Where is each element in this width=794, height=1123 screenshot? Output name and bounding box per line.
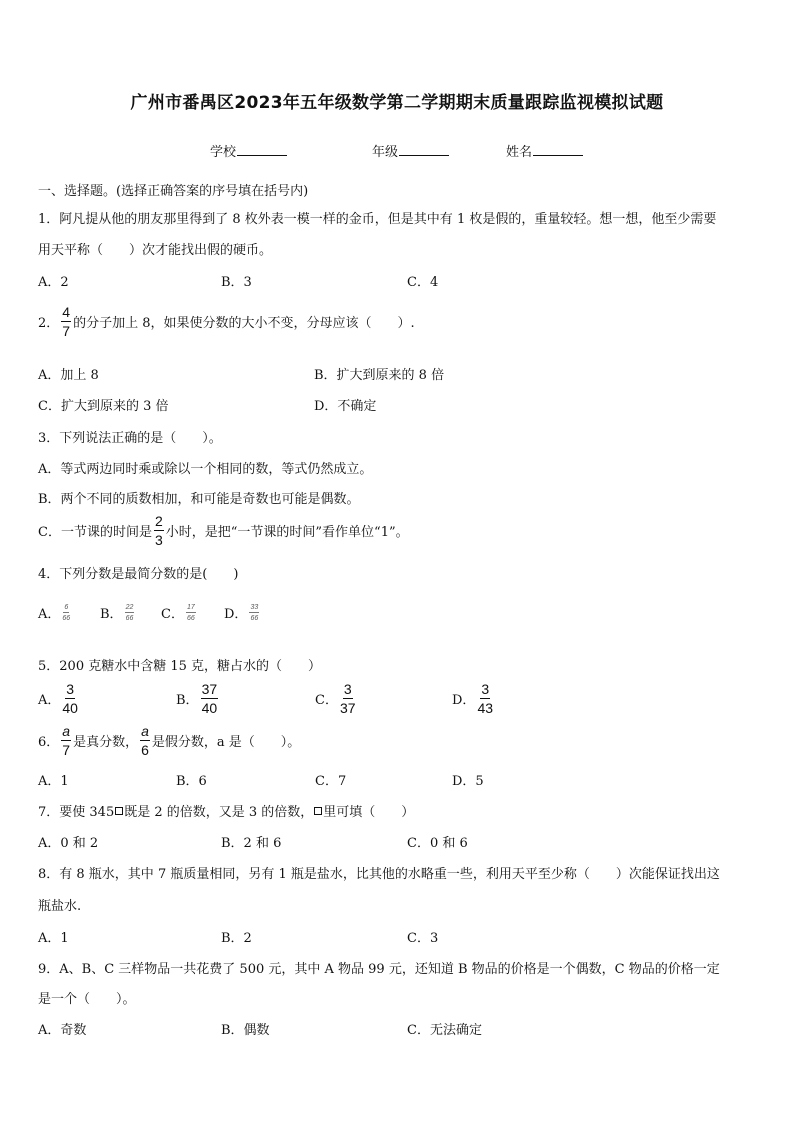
q4-option-a bbox=[38, 603, 72, 622]
q1-stem-line1: 1．阿凡提从他的朋友那里得到了 8 枚外表一模一样的金币，但是其中有 1 枚是假的，重量较轻。想一想，他至少需要 bbox=[38, 212, 717, 227]
school-blank bbox=[237, 143, 287, 156]
q3-option-c-pre: C．一节课的时间是 bbox=[38, 525, 152, 540]
q1-stem-line2: 用天平称（ ）次才能找出假的硬币。 bbox=[38, 243, 273, 258]
q5-option-a bbox=[38, 682, 80, 715]
q2-fraction-numerator: 4 bbox=[62, 304, 71, 320]
q2-option-c: C．扩大到原来的 3 倍 bbox=[38, 399, 169, 414]
q4-option-b bbox=[100, 603, 136, 622]
q8-option-c: C．3 bbox=[407, 931, 439, 946]
q9-option-b: B．偶数 bbox=[221, 1023, 270, 1038]
q4-option-a-label: A． bbox=[38, 607, 61, 622]
q6-option-a: A．1 bbox=[38, 774, 69, 789]
q1-option-c: C．4 bbox=[407, 275, 439, 290]
q3-option-b: B．两个不同的质数相加，和可能是奇数也可能是偶数。 bbox=[38, 492, 360, 507]
q4-option-d-denominator: 66 bbox=[250, 614, 259, 622]
q6-number: 6． bbox=[38, 735, 60, 750]
q4-option-c-label: C． bbox=[161, 607, 184, 622]
q7-stem bbox=[38, 801, 414, 820]
q3-option-a: A．等式两边同时乘或除以一个相同的数，等式仍然成立。 bbox=[38, 462, 373, 477]
q4-option-b-denominator: 66 bbox=[125, 614, 134, 622]
grade-field bbox=[372, 141, 449, 160]
q8-stem-line1: 8．有 8 瓶水，其中 7 瓶质量相同，另有 1 瓶是盐水，比其他的水略重一些，利用天平至少称（ ）次能保证找出这 bbox=[38, 867, 720, 882]
q4-option-c-denominator: 66 bbox=[186, 614, 195, 622]
q1-option-b: B．3 bbox=[221, 275, 252, 290]
q6-stem bbox=[38, 724, 300, 757]
q3-stem: 3．下列说法正确的是（ ）。 bbox=[38, 431, 222, 446]
q7-option-c: C．0 和 6 bbox=[407, 836, 468, 851]
q4-option-c-numerator: 17 bbox=[186, 603, 195, 611]
q9-option-a: A．奇数 bbox=[38, 1023, 87, 1038]
q5-stem: 5．200 克糖水中含糖 15 克，糖占水的（ ） bbox=[38, 659, 322, 674]
page-title: 广州市番禺区2023年五年级数学第二学期期末质量跟踪监视模拟试题 bbox=[130, 93, 664, 113]
grade-label: 年级 bbox=[372, 145, 399, 160]
q6-option-b: B．6 bbox=[176, 774, 207, 789]
blank-box-icon bbox=[115, 807, 123, 815]
q6-fraction-2-denominator: 6 bbox=[141, 742, 149, 758]
q2-stem bbox=[38, 305, 415, 338]
q9-option-c: C．无法确定 bbox=[407, 1023, 482, 1038]
grade-blank bbox=[399, 143, 449, 156]
q4-option-d bbox=[224, 603, 261, 622]
q5-option-a-label: A． bbox=[38, 693, 61, 708]
blank-box-icon bbox=[314, 807, 322, 815]
q6-option-d: D．5 bbox=[452, 774, 484, 789]
q4-option-a-numerator: 6 bbox=[64, 603, 69, 611]
q9-stem-line1: 9．A、B、C 三样物品一共花费了 500 元，其中 A 物品 99 元，还知道 B 物品的价格是一个偶数，C 物品的价格一定 bbox=[38, 962, 720, 977]
q4-option-d-fraction bbox=[249, 604, 259, 622]
q5-option-b-label: B． bbox=[176, 693, 199, 708]
q7-text-pre: 7．要使 345 bbox=[38, 805, 115, 820]
q4-option-b-fraction bbox=[125, 604, 135, 622]
q5-option-b-fraction bbox=[201, 682, 219, 715]
q2-option-b: B．扩大到原来的 8 倍 bbox=[314, 368, 445, 383]
q4-option-d-label: D． bbox=[224, 607, 248, 622]
q5-option-c-label: C． bbox=[315, 693, 338, 708]
q8-option-a: A．1 bbox=[38, 931, 69, 946]
q5-option-d bbox=[452, 682, 495, 715]
q5-option-a-denominator: 40 bbox=[62, 700, 78, 716]
q5-option-d-denominator: 43 bbox=[477, 700, 494, 716]
q2-option-a: A．加上 8 bbox=[38, 368, 99, 383]
q5-option-d-numerator: 3 bbox=[481, 681, 490, 697]
q3-fraction bbox=[154, 514, 164, 547]
q5-option-b-denominator: 40 bbox=[201, 700, 218, 716]
q6-fraction-1 bbox=[61, 724, 71, 757]
q9-stem-line2: 是一个（ ）。 bbox=[38, 992, 136, 1007]
q7-option-a: A．0 和 2 bbox=[38, 836, 99, 851]
q2-option-d: D．不确定 bbox=[314, 399, 377, 414]
q3-option-c-post: 小时，是把“一节课的时间”看作单位“1”。 bbox=[165, 525, 409, 540]
name-field bbox=[506, 141, 583, 160]
name-blank bbox=[533, 143, 583, 156]
q5-option-b-numerator: 37 bbox=[201, 681, 218, 697]
q4-option-a-denominator: 66 bbox=[62, 614, 71, 622]
q5-option-d-label: D． bbox=[452, 693, 476, 708]
q6-option-c: C．7 bbox=[315, 774, 347, 789]
q3-option-c bbox=[38, 514, 409, 547]
q4-option-c-fraction bbox=[186, 604, 196, 622]
q5-option-a-numerator: 3 bbox=[66, 681, 75, 697]
q8-option-b: B．2 bbox=[221, 931, 252, 946]
q4-option-b-label: B． bbox=[100, 607, 123, 622]
q2-fraction-denominator: 7 bbox=[62, 323, 71, 339]
q4-stem: 4．下列分数是最简分数的是( ) bbox=[38, 567, 239, 582]
q2-fraction bbox=[61, 305, 71, 338]
q8-stem-line2: 瓶盐水. bbox=[38, 899, 82, 914]
q7-text-post: 里可填（ ） bbox=[323, 805, 415, 820]
q6-fraction-1-denominator: 7 bbox=[62, 742, 71, 758]
q4-option-b-numerator: 22 bbox=[125, 603, 134, 611]
q4-option-a-fraction bbox=[62, 604, 70, 622]
q7-option-b: B．2 和 6 bbox=[221, 836, 282, 851]
q4-option-c bbox=[161, 603, 198, 622]
section-heading: 一、选择题。(选择正确答案的序号填在括号内) bbox=[38, 184, 309, 199]
q6-text-post: 是假分数，a 是（ ）。 bbox=[151, 735, 301, 750]
q6-fraction-2-numerator: a bbox=[141, 723, 149, 739]
q1-option-a: A．2 bbox=[38, 275, 69, 290]
q5-option-c-denominator: 37 bbox=[339, 700, 356, 716]
q5-option-c-numerator: 3 bbox=[343, 681, 352, 697]
q6-text-mid: 是真分数， bbox=[73, 735, 139, 750]
q6-fraction-2 bbox=[140, 724, 150, 757]
q5-option-c bbox=[315, 682, 358, 715]
q4-option-d-numerator: 33 bbox=[250, 603, 259, 611]
q2-text: 的分子加上 8，如果使分数的大小不变，分母应该（ ）. bbox=[73, 316, 415, 331]
q3-fraction-denominator: 3 bbox=[154, 532, 163, 548]
q6-fraction-1-numerator: a bbox=[62, 723, 71, 739]
school-field bbox=[210, 141, 287, 160]
q5-option-a-fraction bbox=[62, 682, 78, 715]
school-label: 学校 bbox=[210, 145, 237, 160]
name-label: 姓名 bbox=[506, 145, 533, 160]
q5-option-b bbox=[176, 682, 220, 715]
q3-fraction-numerator: 2 bbox=[154, 513, 163, 529]
q5-option-c-fraction bbox=[340, 682, 356, 715]
q5-option-d-fraction bbox=[477, 682, 493, 715]
q7-text-mid: 既是 2 的倍数，又是 3 的倍数， bbox=[124, 805, 314, 820]
q2-number: 2． bbox=[38, 316, 60, 331]
